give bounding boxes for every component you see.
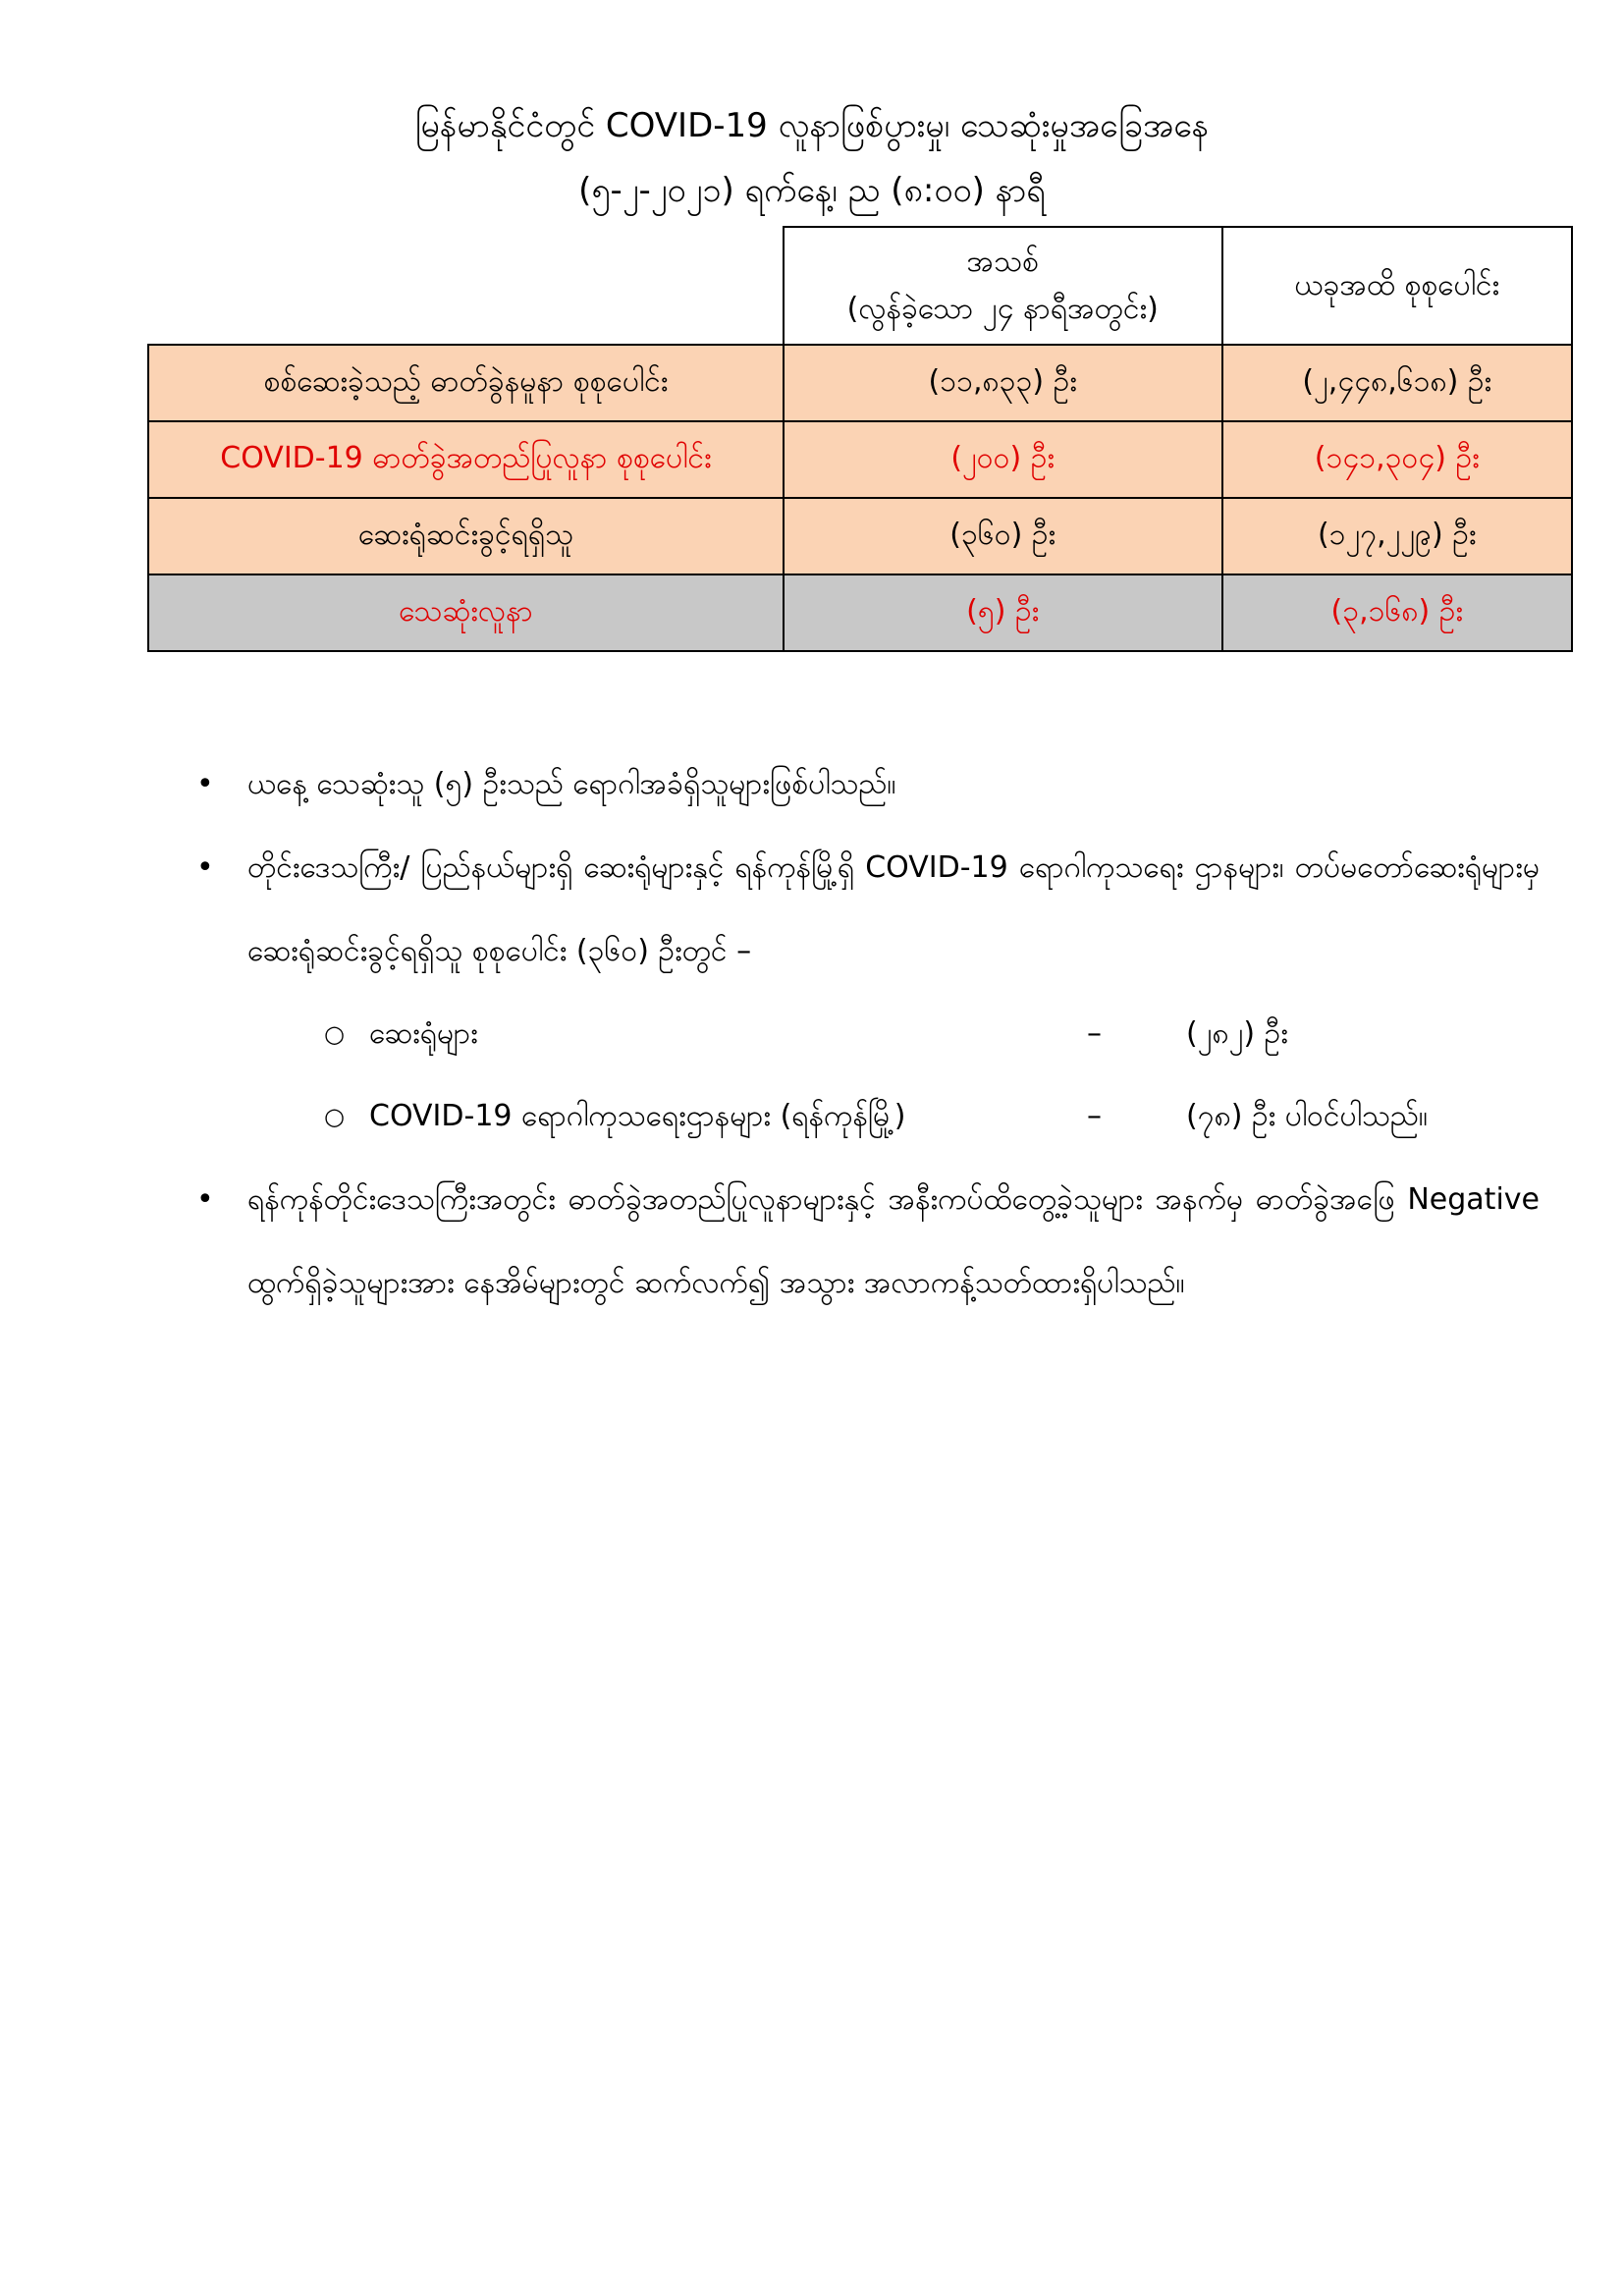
row-total-tests: (၂,၄၄၈,၆၁၈) ဦး: [1222, 345, 1573, 421]
sub-item-dash: –: [1087, 1099, 1102, 1133]
row-total-deaths: (၃,၁၆၈) ဦး: [1222, 574, 1573, 651]
sub-item-label: COVID-19 ရောဂါကုသရေးဌာနများ (ရန်ကုန်မြို့): [369, 1099, 906, 1133]
circle-bullet-icon: ○: [324, 1103, 345, 1130]
sub-item-value: (၂၈၂) ဦး: [1186, 1016, 1288, 1051]
row-label-tests: စစ်ဆေးခဲ့သည့် ဓာတ်ခွဲနမူနာ စုစုပေါင်း: [148, 345, 784, 421]
row-new-discharged: (၃၆၀) ဦး: [784, 498, 1222, 574]
notes-section: [196, 742, 1540, 1325]
sub-item-value: (၇၈) ဦး ပါဝင်ပါသည်။: [1186, 1099, 1428, 1133]
row-label-deaths: သေဆုံးလူနာ: [148, 574, 784, 651]
row-total-confirmed: (၁၄၁,၃၀၄) ဦး: [1222, 421, 1573, 498]
page-subtitle-date: (၅-၂-၂၀၂၁) ရက်နေ့၊ ည (၈:၀၀) နာရီ: [578, 171, 1046, 210]
row-new-confirmed: (၂၀၀) ဦး: [784, 421, 1222, 498]
table-row: [148, 345, 1572, 421]
sub-list-item: [196, 993, 1540, 1075]
row-label-discharged: ဆေးရုံဆင်းခွင့်ရရှိသူ: [148, 498, 784, 574]
sub-item-label: ဆေးရုံများ: [369, 1016, 478, 1051]
circle-bullet-icon: ○: [324, 1020, 345, 1048]
table-header-row: [148, 227, 1572, 345]
bullet-icon: •: [196, 1182, 214, 1217]
list-item: [196, 1158, 1540, 1325]
sub-item-dash: –: [1087, 1016, 1102, 1051]
note-discharged-text: တိုင်းဒေသကြီး/ ပြည်နယ်များရှိ ဆေးရုံများနှင့် ရန်ကုန်မြို့ရှိ COVID-19 ရောဂါကုသရေး ဌာနများ၊ တပ်မတော်ဆေးရုံများမှ ဆေးရုံဆင်းခွင့်ရရှိသူ စုစုပေါင်း (၃၆၀) ဦးတွင် –: [247, 850, 1540, 968]
table-row: [148, 574, 1572, 651]
row-total-discharged: (၁၂၇,၂၂၉) ဦး: [1222, 498, 1573, 574]
page-title: မြန်မာနိုင်ငံတွင် COVID-19 လူနာဖြစ်ပွားမှု၊ သေဆုံးမှုအခြေအနေ: [414, 106, 1210, 145]
row-new-deaths: (၅) ဦး: [784, 574, 1222, 651]
table-header-blank: [148, 227, 784, 345]
table-row: [148, 498, 1572, 574]
list-item: [196, 826, 1540, 993]
table-header-new-title: အသစ်: [966, 245, 1039, 279]
bullet-icon: •: [196, 767, 214, 801]
table-header-new: [784, 227, 1222, 345]
table-row: [148, 421, 1572, 498]
table-header-total: ယခုအထိ စုစုပေါင်း: [1222, 227, 1573, 345]
note-deaths-text: ယနေ့ သေဆုံးသူ (၅) ဦးသည် ရောဂါအခံရှိသူများဖြစ်ပါသည်။: [247, 767, 896, 801]
covid-status-table: [147, 226, 1573, 652]
list-item: [196, 742, 1540, 826]
sub-list-item: [196, 1075, 1540, 1158]
row-new-tests: (၁၁,၈၃၃) ဦး: [784, 345, 1222, 421]
table-header-new-subtitle: (လွန်ခဲ့သော ၂၄ နာရီအတွင်း): [846, 292, 1159, 326]
note-quarantine-text: ရန်ကုန်တိုင်းဒေသကြီးအတွင်း ဓာတ်ခွဲအတည်ပြုလူနာများနှင့် အနီးကပ်ထိတွေ့ခဲ့သူများ အနက်မှ ဓာတ်ခွဲအဖြေ Negative ထွက်ရှိခဲ့သူများအား နေအိမ်များတွင် ဆက်လက်၍ အသွား အလာကန့်သတ်ထားရှိပါသည်။: [247, 1182, 1540, 1300]
row-label-confirmed: COVID-19 ဓာတ်ခွဲအတည်ပြုလူနာ စုစုပေါင်း: [148, 421, 784, 498]
bullet-icon: •: [196, 850, 214, 885]
